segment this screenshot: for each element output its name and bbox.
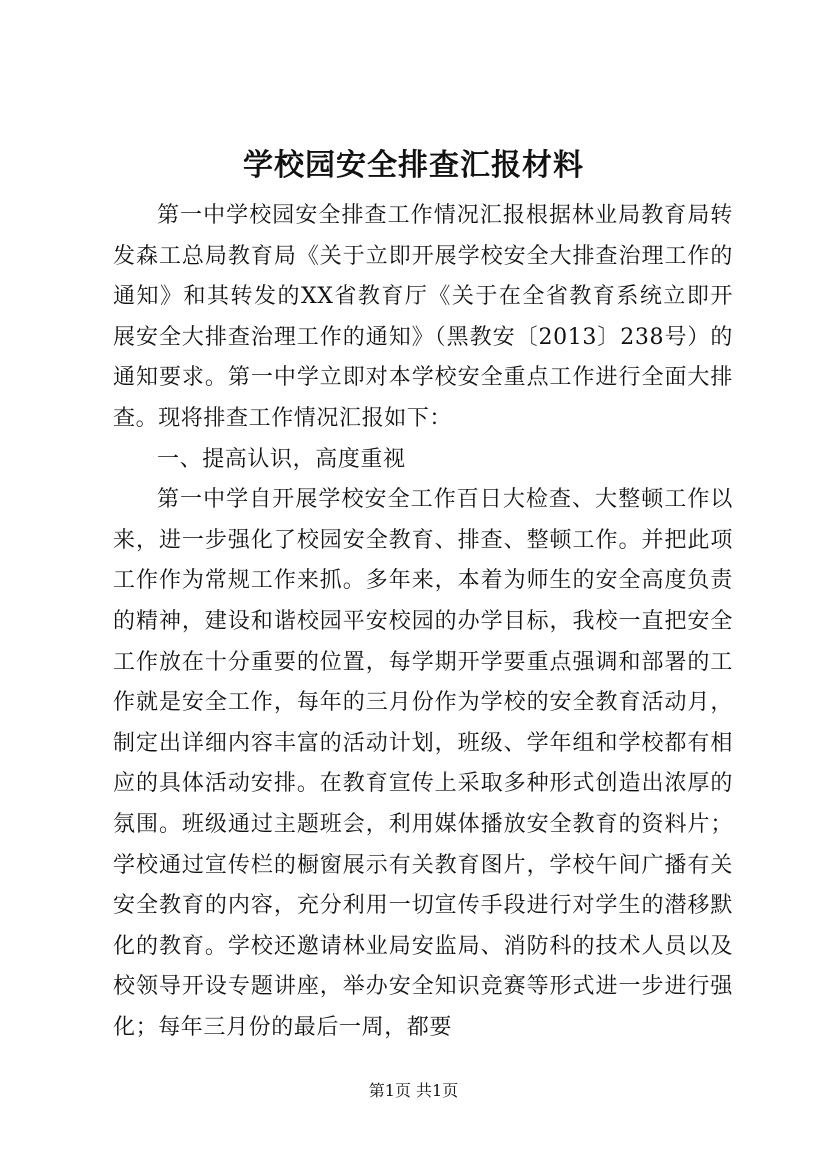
page-footer: 第1页 共1页 [368,1081,459,1100]
section-paragraph: 第一中学自开展学校安全工作百日大检查、大整顿工作以来，进一步强化了校园安全教育、排查、整顿工作。并把此项工作作为常规工作来抓。多年来，本着为师生的安全高度负责的精神，建设和谐校园平安校园的办学目标，我校一直把安全工作放在十分重要的位置，每学期开学要重点强调和部署的工作就是安全工作，每年的三月份作为学校的安全教育活动月，制定出详细内容丰富的活动计划，班级、学年组和学校都有相应的具体活动安排。在教育宣传上采取多种形式创造出浓厚的氛围。班级通过主题班会，利用媒体播放安全教育的资料片；学校通过宣传栏的橱窗展示有关教育图片，学校午间广播有关安全教育的内容，充分利用一切宣传手段进行对学生的潜移默化的教育。学校还邀请林业局安监局、消防科的技术人员以及校领导开设专题讲座，举办安全知识竞赛等形式进一步进行强化；每年三月份的最后一周，都要 [113,487,733,1040]
intro-paragraph: 第一中学校园安全排查工作情况汇报根据林业局教育局转发森工总局教育局《关于立即开展学校安全大排查治理工作的通知》和其转发的XX省教育厅《关于在全省教育系统立即开展安全大排查治理工作的通知》（黑教安〔2013〕238号）的通知要求。第一中学立即对本学校安全重点工作进行全面大排查。现将排查工作情况汇报如下： [113,203,733,431]
document-title: 学校园安全排查汇报材料 [243,148,584,183]
section-heading: 一、提高认识，高度重视 [157,446,406,472]
document-body [113,196,733,1048]
